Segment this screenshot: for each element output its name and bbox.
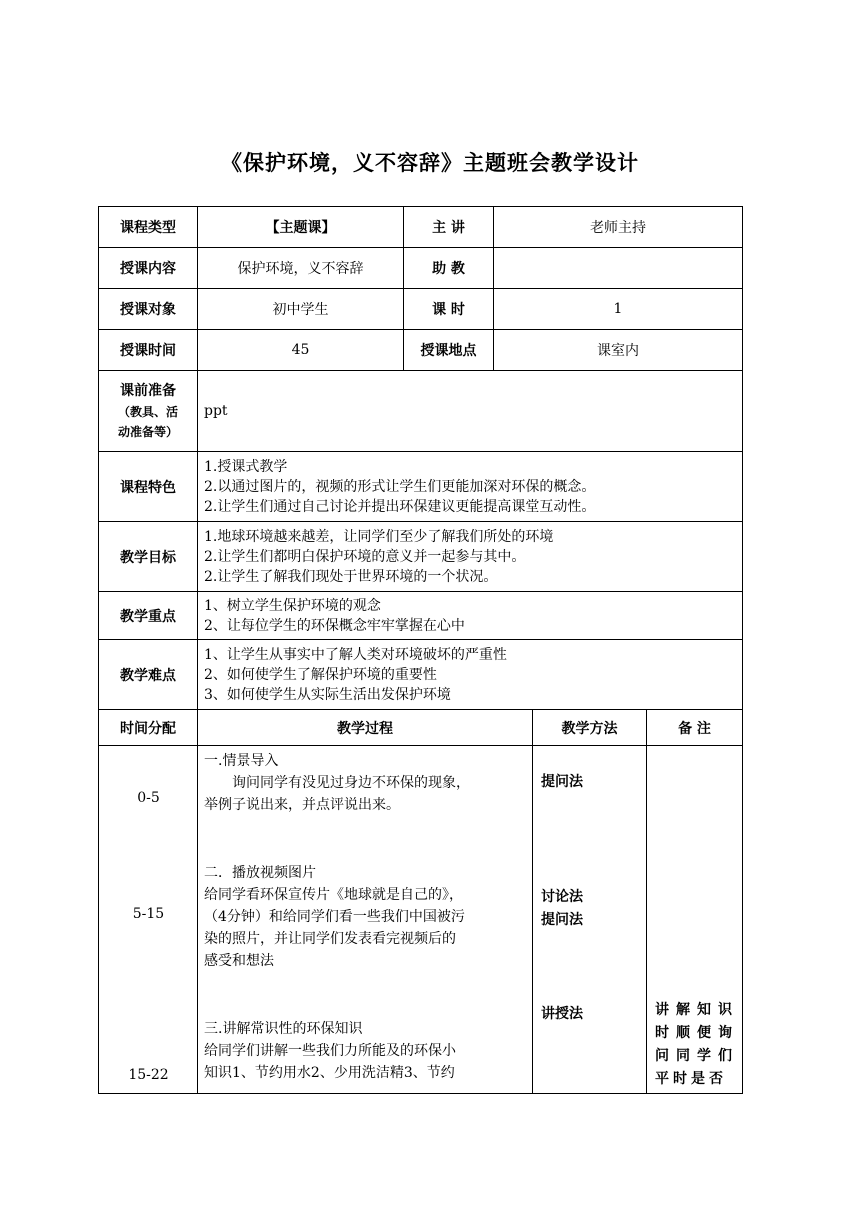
goals-line: 2.让学生们都明白保护环境的意义并一起参与其中。 — [204, 548, 526, 565]
method-item: 提问法 — [541, 912, 583, 928]
goals-line: 2.让学生了解我们现处于世界环境的一个状况。 — [204, 568, 498, 585]
process-line: 染的照片，并让同学们发表看完视频后的 — [204, 931, 456, 947]
process-cell — [198, 746, 533, 1094]
process-line: 给同学看环保宣传片《地球就是自己的》， — [204, 887, 463, 903]
keypoints-line: 2、让每位学生的环保概念牢牢掌握在心中 — [204, 617, 465, 634]
method-cell — [533, 746, 647, 1094]
assistant-value — [494, 248, 743, 289]
time-slot: 0-5 — [137, 790, 160, 806]
features-line: 2.让学生们通过自己讨论并提出环保建议更能提高课堂互动性。 — [204, 498, 596, 515]
features-content — [198, 452, 743, 522]
hours-label: 课 时 — [404, 289, 494, 330]
prep-label-line: 课前准备 — [120, 383, 176, 399]
time-slot: 5-15 — [132, 906, 165, 922]
prep-label-line: 动准备等） — [117, 425, 178, 439]
time-cell — [99, 746, 198, 1094]
difficulties-content — [198, 640, 743, 710]
features-line: 1.授课式教学 — [204, 458, 288, 475]
audience-value: 初中学生 — [198, 289, 404, 330]
row-schedule-header — [99, 710, 743, 746]
header-note: 备 注 — [647, 710, 743, 746]
process-line: 举例子说出来，并点评说出来。 — [204, 797, 400, 813]
header-process: 教学过程 — [198, 710, 533, 746]
difficulties-label: 教学难点 — [99, 640, 198, 710]
prep-label-line: （教具、活 — [117, 405, 178, 419]
row-keypoints — [99, 592, 743, 640]
page-title: 《保护环境，义不容辞》主题班会教学设计 — [221, 151, 639, 175]
header-method: 教学方法 — [533, 710, 647, 746]
hours-value: 1 — [494, 289, 743, 330]
process-line: 询问同学有没见过身边不环保的现象， — [232, 775, 470, 791]
goals-label: 教学目标 — [99, 522, 198, 592]
prep-value: ppt — [198, 371, 743, 452]
audience-label: 授课对象 — [99, 289, 198, 330]
prep-label — [99, 371, 198, 452]
process-line: 给同学们讲解一些我们力所能及的环保小 — [204, 1043, 456, 1059]
note-text: 讲解知识时顺便询问同学们平时是否 — [655, 1002, 736, 1087]
row-goals — [99, 522, 743, 592]
place-value: 课室内 — [494, 330, 743, 371]
lecturer-value: 老师主持 — [494, 207, 743, 248]
row-features — [99, 452, 743, 522]
time-value: 45 — [198, 330, 404, 371]
keypoints-line: 1、树立学生保护环境的观念 — [204, 597, 381, 614]
row-content — [99, 248, 743, 289]
goals-content — [198, 522, 743, 592]
goals-line: 1.地球环境越来越差，让同学们至少了解我们所处的环境 — [204, 528, 554, 545]
difficulties-line: 3、如何使学生从实际生活出发保护环境 — [204, 686, 451, 703]
row-prep — [99, 371, 743, 452]
place-label: 授课地点 — [404, 330, 494, 371]
content-label: 授课内容 — [99, 248, 198, 289]
features-label: 课程特色 — [99, 452, 198, 522]
method-item: 讲授法 — [541, 1006, 583, 1022]
assistant-label: 助 教 — [404, 248, 494, 289]
method-list — [533, 746, 646, 1093]
process-section-title: 一.情景导入 — [204, 753, 279, 769]
process-line: （4分钟）和给同学们看一些我们中国被污 — [204, 909, 465, 925]
method-item: 提问法 — [541, 774, 583, 790]
row-difficulties — [99, 640, 743, 710]
lecturer-label: 主 讲 — [404, 207, 494, 248]
lesson-plan-table — [98, 206, 743, 1094]
keypoints-content — [198, 592, 743, 640]
time-slot: 15-22 — [128, 1067, 169, 1083]
process-section-title: 三.讲解常识性的环保知识 — [204, 1021, 363, 1037]
row-audience — [99, 289, 743, 330]
row-course-type — [99, 207, 743, 248]
course-type-value: 【主题课】 — [198, 207, 404, 248]
keypoints-label: 教学重点 — [99, 592, 198, 640]
process-section-title: 二．播放视频图片 — [204, 865, 316, 881]
features-line: 2.以通过图片的，视频的形式让学生们更能加深对环保的概念。 — [204, 478, 596, 495]
content-value: 保护环境，义不容辞 — [198, 248, 404, 289]
time-slots — [99, 746, 197, 1093]
difficulties-line: 1、让学生从事实中了解人类对环境破坏的严重性 — [204, 646, 507, 663]
process-line: 知识1、节约用水2、少用洗洁精3、节约 — [204, 1065, 455, 1081]
process-line: 感受和想法 — [204, 953, 274, 969]
header-time: 时间分配 — [99, 710, 198, 746]
note-cell — [647, 746, 743, 1094]
method-item: 讨论法 — [541, 889, 583, 905]
time-label: 授课时间 — [99, 330, 198, 371]
row-schedule-body — [99, 746, 743, 1094]
row-time — [99, 330, 743, 371]
course-type-label: 课程类型 — [99, 207, 198, 248]
difficulties-line: 2、如何使学生了解保护环境的重要性 — [204, 666, 437, 683]
